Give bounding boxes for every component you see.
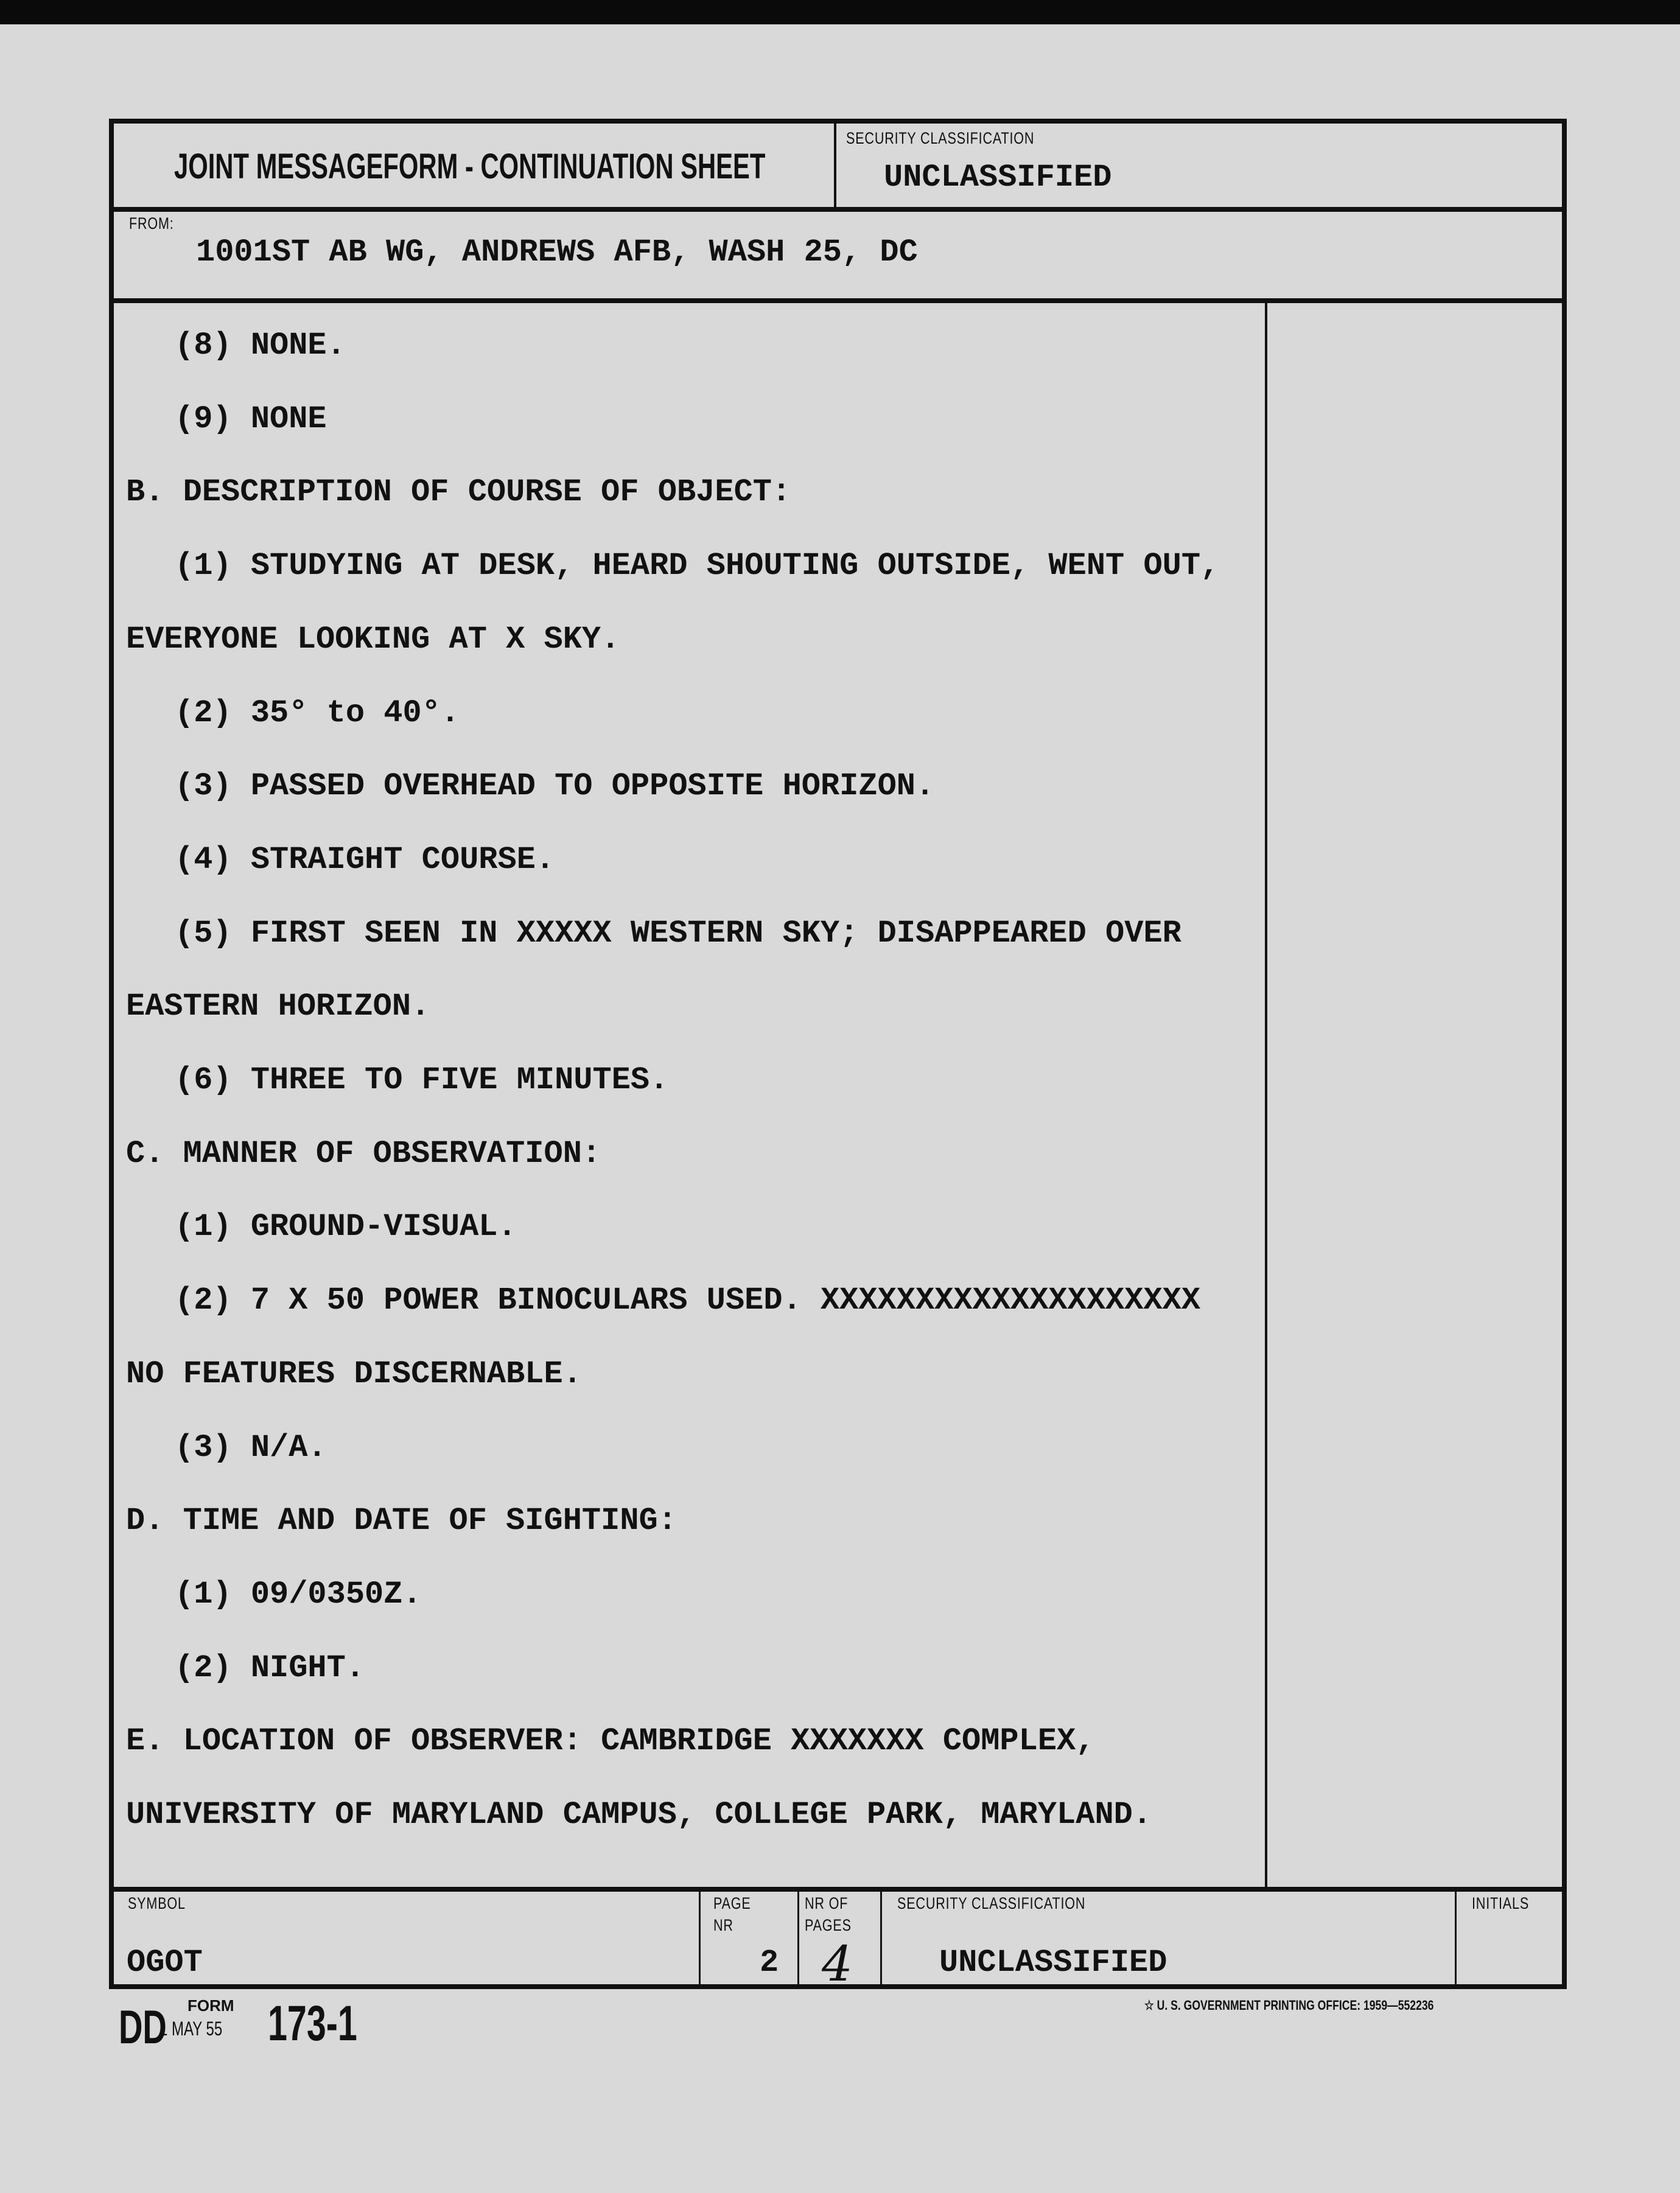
body-line: C. MANNER OF OBSERVATION: xyxy=(126,1135,601,1172)
body-line: (6) THREE TO FIVE MINUTES. xyxy=(175,1062,669,1098)
nr-pages-value: 4 xyxy=(822,1936,853,1992)
body-line: B. DESCRIPTION OF COURSE OF OBJECT: xyxy=(126,474,791,511)
divider xyxy=(699,1889,701,1987)
initials-label: INITIALS xyxy=(1472,1894,1530,1912)
body-line: (3) PASSED OVERHEAD TO OPPOSITE HORIZON. xyxy=(175,768,935,805)
page-nr-value: 2 xyxy=(760,1945,779,1981)
divider xyxy=(109,1887,1567,1892)
nr-pages-label: PAGES xyxy=(805,1916,852,1934)
security-label: SECURITY CLASSIFICATION xyxy=(846,129,1035,147)
body-line: UNIVERSITY OF MARYLAND CAMPUS, COLLEGE PARK, MARYLAND. xyxy=(126,1797,1152,1833)
symbol-label: SYMBOL xyxy=(128,1894,186,1912)
body-line: (2) 7 X 50 POWER BINOCULARS USED. XXXXXXXXXXXXXXXXXXXX xyxy=(175,1282,1201,1319)
form-word: FORM xyxy=(187,1996,234,2015)
scan-border xyxy=(0,0,1680,24)
from-value: 1001ST AB WG, ANDREWS AFB, WASH 25, DC xyxy=(196,234,918,270)
body-line: (9) NONE xyxy=(175,400,327,437)
body-line: EASTERN HORIZON. xyxy=(126,988,430,1025)
divider xyxy=(1265,301,1267,1889)
footer-security-value: UNCLASSIFIED xyxy=(939,1945,1167,1981)
body-line: (2) NIGHT. xyxy=(175,1649,365,1686)
printing-office: ☆ U. S. GOVERNMENT PRINTING OFFICE: 1959—552236 xyxy=(1144,1998,1434,2013)
page-nr-label: PAGE xyxy=(713,1894,751,1912)
message-form xyxy=(109,119,1567,1989)
form-title: JOINT MESSAGEFORM - CONTINUATION SHEET xyxy=(174,147,766,186)
page-nr-label: NR xyxy=(713,1916,733,1934)
body-line: D. TIME AND DATE OF SIGHTING: xyxy=(126,1503,677,1539)
security-value: UNCLASSIFIED xyxy=(884,159,1112,195)
footer-security-label: SECURITY CLASSIFICATION xyxy=(897,1894,1086,1912)
from-label: FROM: xyxy=(129,214,174,233)
divider xyxy=(1455,1889,1457,1987)
divider xyxy=(109,207,1567,212)
divider xyxy=(797,1889,799,1987)
nr-pages-label: NR OF xyxy=(805,1894,849,1912)
body-line: (3) N/A. xyxy=(175,1429,327,1466)
divider xyxy=(880,1889,882,1987)
body-line: (1) 09/0350Z. xyxy=(175,1576,422,1612)
body-line: (1) STUDYING AT DESK, HEARD SHOUTING OUTSIDE, WENT OUT, xyxy=(175,548,1220,584)
divider xyxy=(109,298,1567,303)
body-line: NO FEATURES DISCERNABLE. xyxy=(126,1355,582,1392)
body-line: (5) FIRST SEEN IN XXXXX WESTERN SKY; DISAPPEARED OVER xyxy=(175,915,1181,951)
body-line: EVERYONE LOOKING AT X SKY. xyxy=(126,621,620,657)
form-dd: DD xyxy=(119,2000,167,2054)
form-number: 173-1 xyxy=(268,1996,357,2051)
body-line: E. LOCATION OF OBSERVER: CAMBRIDGE XXXXXXX COMPLEX, xyxy=(126,1723,1095,1760)
body-line: (1) GROUND-VISUAL. xyxy=(175,1209,517,1245)
divider xyxy=(834,119,836,210)
body-line: (8) NONE. xyxy=(175,327,346,363)
symbol-value: OGOT xyxy=(127,1945,203,1981)
body-line: (2) 35° to 40°. xyxy=(175,694,460,731)
form-date: 1 MAY 55 xyxy=(159,2018,223,2040)
body-line: (4) STRAIGHT COURSE. xyxy=(175,841,555,878)
